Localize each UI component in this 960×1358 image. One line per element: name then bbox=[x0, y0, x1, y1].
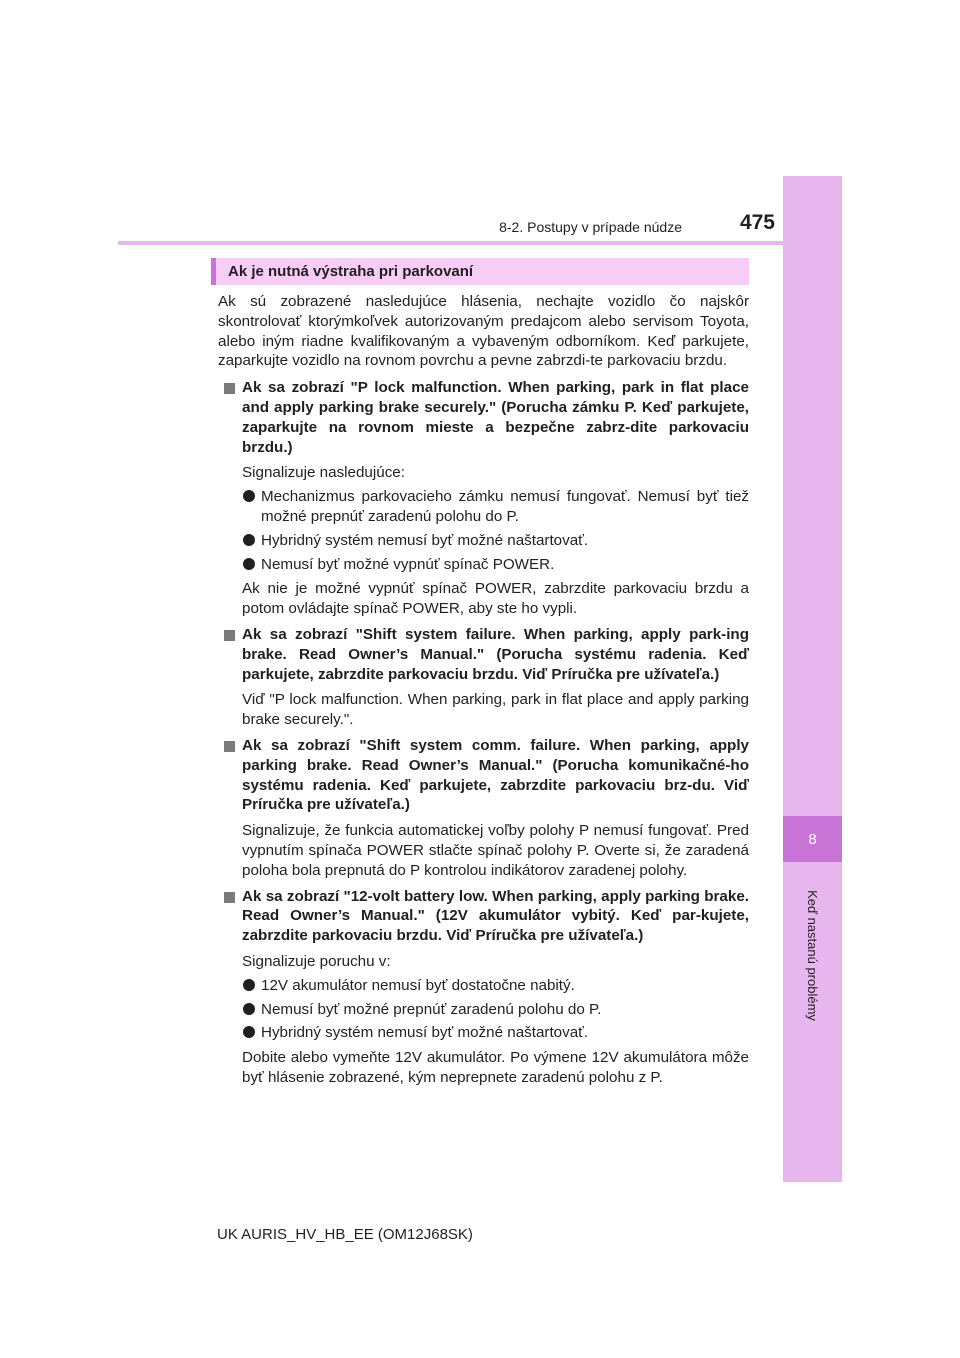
list-item bbox=[242, 487, 749, 527]
message-title: Ak sa zobrazí "P lock malfunction. When parking, park in flat place and apply parking brake securely." (Porucha zámku P. Keď parkujete, zaparkujte na rovnom mieste a bezpečne zabrz-dite parkovaciu brzdu.) bbox=[242, 379, 749, 456]
message-lead: Signalizuje poruchu v: bbox=[242, 952, 391, 970]
list-item bbox=[242, 976, 749, 996]
message-item bbox=[218, 736, 749, 815]
chapter-number: 8 bbox=[808, 830, 817, 848]
round-bullet-icon bbox=[243, 1003, 255, 1015]
round-bullet-icon bbox=[243, 979, 255, 991]
message-item bbox=[218, 625, 749, 684]
message-text: Viď "P lock malfunction. When parking, park in flat place and apply parking brake securely.". bbox=[242, 691, 749, 729]
message-note: Dobite alebo vymeňte 12V akumulátor. Po výmene 12V akumulátora môže byť hlásenie zobrazené, kým neprepnete zaradenú polohu z P. bbox=[242, 1049, 749, 1086]
list-item-text: Hybridný systém nemusí byť možné naštartovať. bbox=[261, 1024, 589, 1042]
list-item-text: Nemusí byť možné vypnúť spínač POWER. bbox=[261, 555, 555, 573]
chapter-number-tab bbox=[783, 816, 842, 862]
message-description bbox=[218, 690, 749, 730]
square-bullet-icon bbox=[224, 892, 235, 903]
message-description bbox=[218, 821, 749, 880]
square-bullet-icon bbox=[224, 741, 235, 752]
page-number: 475 bbox=[739, 211, 775, 234]
square-bullet-icon bbox=[224, 383, 235, 394]
list-item bbox=[242, 531, 749, 551]
message-lead: Signalizuje nasledujúce: bbox=[242, 464, 405, 482]
main-content bbox=[218, 292, 749, 1088]
list-item-text: Nemusí byť možné prepnúť zaradenú polohu do P. bbox=[261, 1000, 602, 1018]
list-item bbox=[242, 1023, 749, 1043]
round-bullet-icon bbox=[243, 534, 255, 546]
square-bullet-icon bbox=[224, 630, 235, 641]
header-rule bbox=[118, 241, 783, 245]
section-title: Ak je nutná výstraha pri parkovaní bbox=[228, 263, 474, 280]
chapter-label-container bbox=[798, 870, 826, 1040]
message-title: Ak sa zobrazí "Shift system comm. failure. When parking, apply parking brake. Read Owner’s Manual." (Porucha komunikačné-ho systému radenia. Keď parkujete, zabrzdite parkovaciu brz-du. Viď Príručka pre užívateľa.) bbox=[242, 736, 749, 814]
round-bullet-icon bbox=[243, 1026, 255, 1038]
list-item-text: Mechanizmus parkovacieho zámku nemusí fungovať. Nemusí byť tiež možné prepnúť zaradenú polohu do P. bbox=[261, 488, 749, 525]
message-item bbox=[218, 887, 749, 946]
list-item-text: Hybridný systém nemusí byť možné naštartovať. bbox=[261, 531, 589, 549]
message-description bbox=[218, 952, 749, 1088]
message-title: Ak sa zobrazí "Shift system failure. When parking, apply park-ing brake. Read Owner’s Manual." (Porucha systému radenia. Keď parkujete, zabrzdite parkovaciu brzdu. Viď Príručka pre užívateľa.) bbox=[242, 625, 749, 683]
chapter-label: Keď nastanú problémy bbox=[804, 889, 820, 1021]
list-item bbox=[242, 555, 749, 575]
message-text: Signalizuje, že funkcia automatickej voľby polohy P nemusí fungovať. Pred vypnutím spínača POWER stlačte spínač polohy P. Overte si, že zaradená poloha bola prepnutá do P kontrolou indikátorov zaradenej polohy. bbox=[242, 822, 749, 879]
message-item bbox=[218, 378, 749, 457]
round-bullet-icon bbox=[243, 490, 255, 502]
header-section-title: 8-2. Postupy v prípade núdze bbox=[499, 219, 682, 235]
round-bullet-icon bbox=[243, 558, 255, 570]
footer-doc-id: UK AURIS_HV_HB_EE (OM12J68SK) bbox=[217, 1226, 473, 1243]
message-title: Ak sa zobrazí "12-volt battery low. When parking, apply parking brake. Read Owner’s Manual." (12V akumulátor vybitý. Keď par-kujete, zabrzdite parkovaciu brzdu. Viď Príručka pre užívateľa.) bbox=[242, 887, 749, 945]
message-note: Ak nie je možné vypnúť spínač POWER, zabrzdite parkovaciu brzdu a potom ovládajte spínač POWER, aby ste ho vypli. bbox=[242, 580, 749, 618]
intro-paragraph: Ak sú zobrazené nasledujúce hlásenia, nechajte vozidlo čo najskôr skontrolovať ktorýmkoľvek autorizovaným predajcom alebo servisom Toyota, alebo iným riadne kvalifikovaným a vybaveným odborníkom. Keď parkujete, zaparkujte vozidlo na rovnom povrchu a pevne zabrzdi-te parkovaciu brzdu. bbox=[218, 293, 749, 370]
section-heading-box bbox=[211, 258, 749, 285]
list-item-text: 12V akumulátor nemusí byť dostatočne nabitý. bbox=[261, 976, 575, 994]
message-description bbox=[218, 463, 749, 619]
list-item bbox=[242, 1000, 749, 1020]
